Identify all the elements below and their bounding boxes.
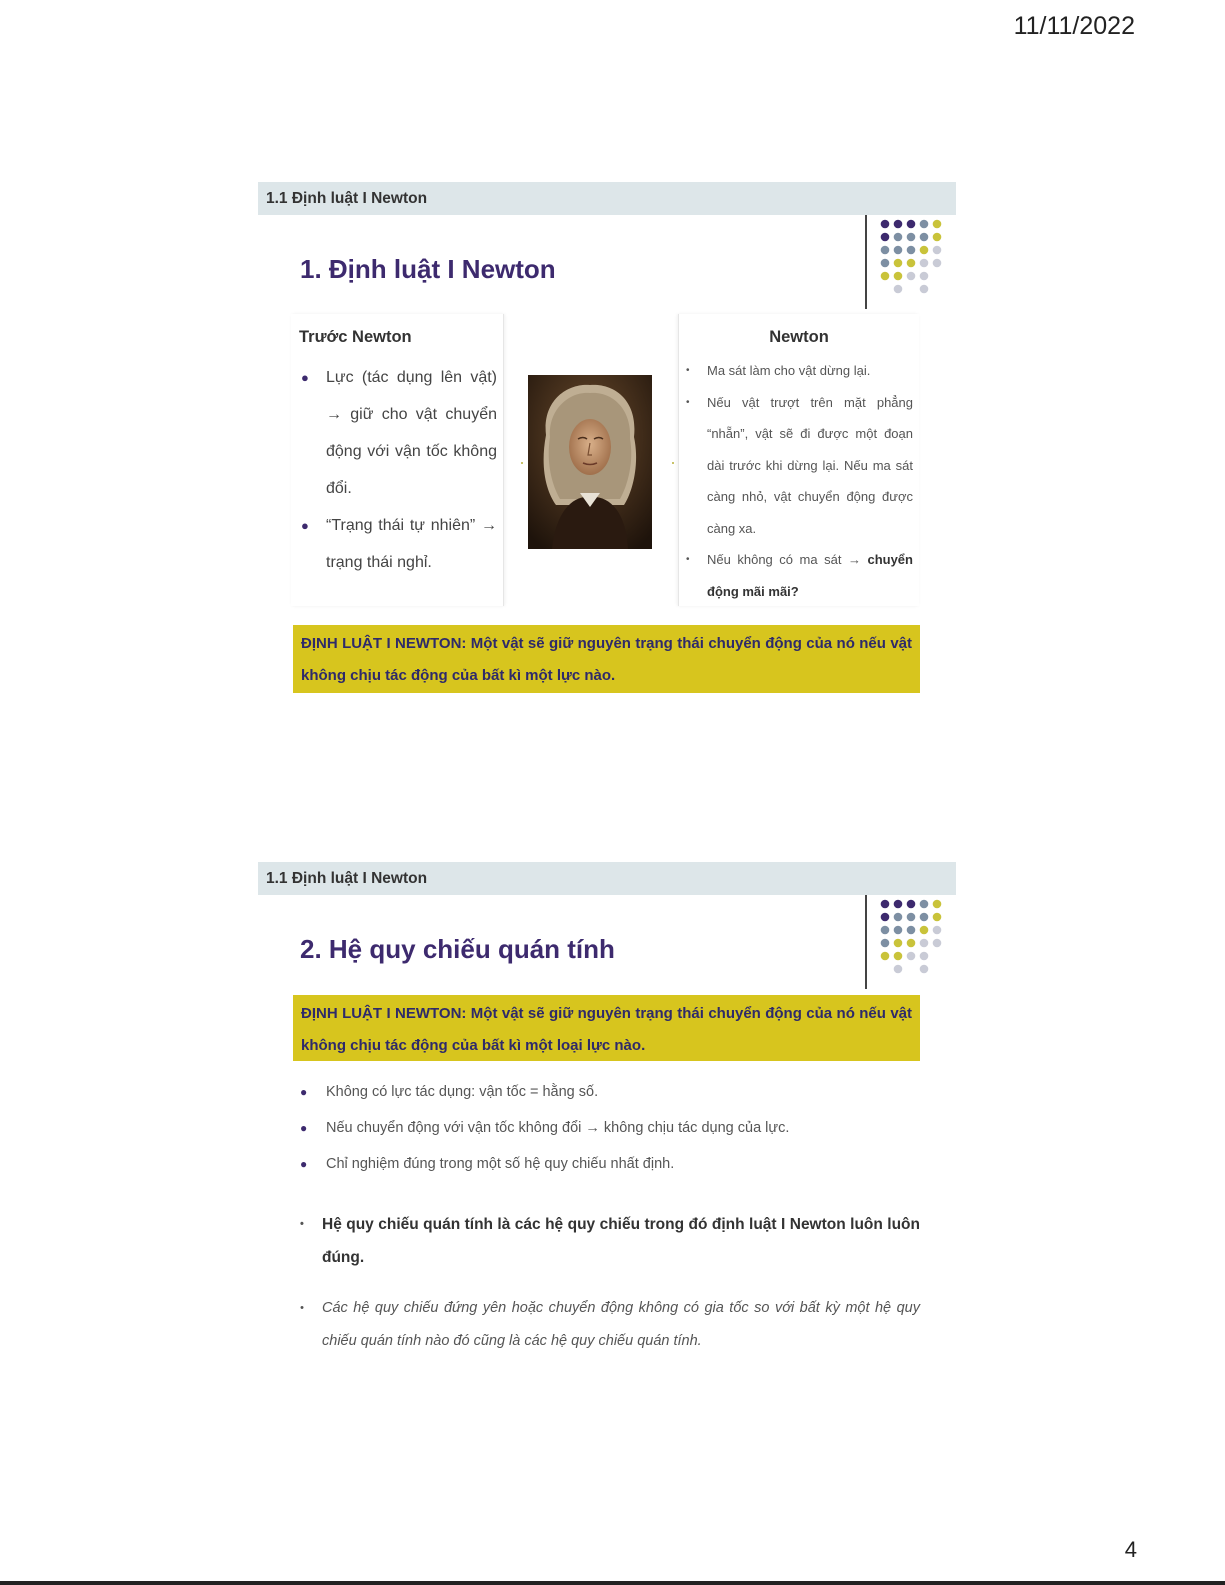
- section-label: 1.1 Định luật I Newton: [258, 862, 956, 895]
- list-item: ● Chỉ nghiệm đúng trong một số hệ quy chiếu nhất định.: [300, 1146, 920, 1182]
- remark-note: • Các hệ quy chiếu đứng yên hoặc chuyển động không có gia tốc so với bất kỳ một hệ quy chiếu quán tính nào đó cũng là các hệ quy chiếu quán tính.: [300, 1292, 920, 1358]
- connector-dot: [672, 462, 674, 464]
- divider-line: [865, 895, 867, 989]
- bullet-list: [300, 1074, 920, 1182]
- dot-grid-icon: [879, 218, 949, 298]
- newton-column: [678, 314, 919, 606]
- definition-note: • Hệ quy chiếu quán tính là các hệ quy chiếu trong đó định luật I Newton luôn luôn đúng.: [300, 1208, 920, 1274]
- bullet-dot-icon: ●: [300, 1121, 308, 1135]
- slide-1: [258, 182, 956, 702]
- bullet-list: [679, 355, 919, 607]
- list-item: ● Lực (tác dụng lên vật) → giữ cho vật chuyển động với vận tốc không đổi.: [291, 359, 503, 507]
- divider-line: [865, 215, 867, 309]
- section-label: 1.1 Định luật I Newton: [258, 182, 956, 215]
- slide-title: 2. Hệ quy chiếu quán tính: [300, 934, 615, 964]
- list-item: • Nếu không có ma sát → chuyển động mãi mãi?: [679, 544, 919, 607]
- list-item: ● “Trạng thái tự nhiên” → trạng thái nghỉ.: [291, 507, 503, 581]
- bullet-dot-icon: •: [300, 1218, 304, 1230]
- bullet-dot-icon: •: [686, 365, 690, 376]
- bullet-dot-icon: •: [686, 554, 690, 565]
- before-newton-column: [291, 314, 504, 606]
- list-item: • Ma sát làm cho vật dừng lại.: [679, 355, 919, 387]
- bullet-dot-icon: ●: [301, 518, 309, 533]
- bullet-dot-icon: •: [686, 396, 690, 408]
- column-heading: Newton: [769, 328, 829, 346]
- column-heading: Trước Newton: [299, 328, 412, 346]
- date-label: 11/11/2022: [1013, 12, 1135, 40]
- connector-dot: [521, 462, 523, 464]
- list-item: ● Nếu chuyển động với vận tốc không đổi → không chịu tác dụng của lực.: [300, 1110, 920, 1146]
- slide-2: [258, 862, 956, 1382]
- slide-title: 1. Định luật I Newton: [300, 254, 556, 284]
- bottom-rule: [0, 1581, 1225, 1585]
- law-callout: ĐỊNH LUẬT I NEWTON: Một vật sẽ giữ nguyên trạng thái chuyển động của nó nếu vật không chịu tác động của bất kì một loại lực nào.: [293, 995, 920, 1061]
- bullet-dot-icon: •: [300, 1302, 304, 1314]
- law-callout: ĐỊNH LUẬT I NEWTON: Một vật sẽ giữ nguyên trạng thái chuyển động của nó nếu vật không chịu tác động của bất kì một lực nào.: [293, 625, 920, 693]
- list-item: ● Không có lực tác dụng: vận tốc = hằng số.: [300, 1074, 920, 1110]
- page-number: 4: [1124, 1537, 1137, 1562]
- bullet-dot-icon: ●: [301, 370, 309, 385]
- list-item: • Nếu vật trượt trên mặt phẳng “nhẵn”, vật sẽ đi được một đoạn dài trước khi dừng lại. Nếu ma sát càng nhỏ, vật chuyển động được càng xa.: [679, 387, 919, 545]
- newton-portrait-image: [528, 375, 652, 549]
- dot-grid-icon: [879, 898, 949, 978]
- bullet-list: [291, 359, 503, 581]
- bullet-dot-icon: ●: [300, 1085, 308, 1099]
- bullet-dot-icon: ●: [300, 1157, 308, 1171]
